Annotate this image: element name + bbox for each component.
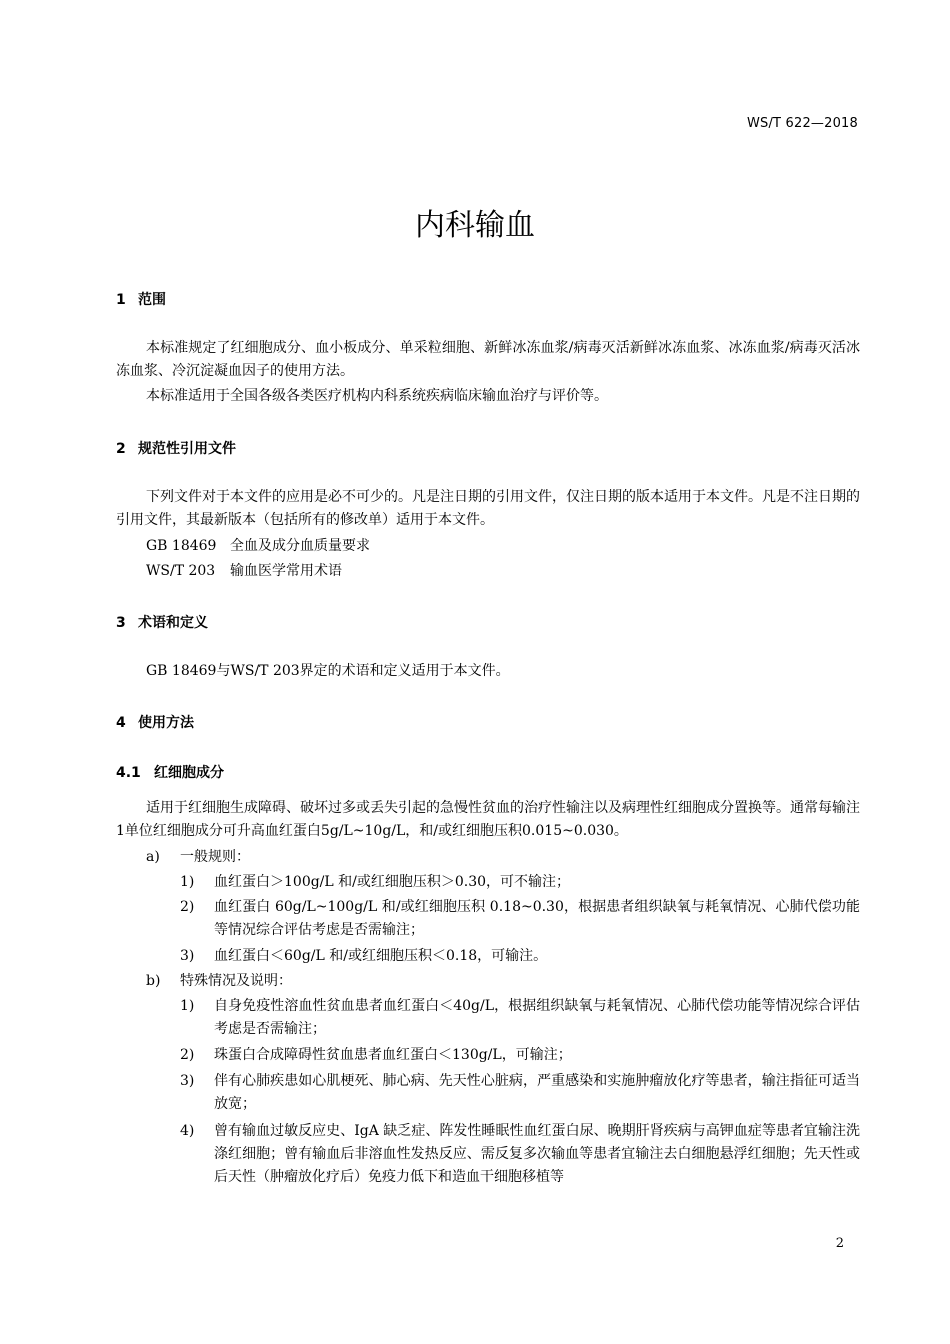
sub-list-item — [180, 1044, 860, 1067]
list-item-a — [146, 846, 250, 869]
section-4-heading — [116, 712, 194, 732]
section-number: 1 — [116, 292, 126, 308]
document-title: 内科输血 — [415, 208, 535, 243]
reference-item — [146, 560, 342, 583]
sub-list-item — [180, 896, 860, 942]
sub-list-item — [180, 1120, 860, 1189]
sub-list-text: 自身免疫性溶血性贫血患者血红蛋白＜40g/L，根据组织缺氧与耗氧情况、心肺代偿功能等情况综合评估考虑是否需输注； — [214, 998, 860, 1037]
section-number: 3 — [116, 615, 126, 631]
sub-list-mark: 3) — [180, 948, 195, 964]
sub-list-text: 珠蛋白合成障碍性贫血患者血红蛋白＜130g/L，可输注； — [214, 1047, 572, 1063]
sub-list-item — [180, 1070, 860, 1116]
section-3-heading — [116, 612, 208, 632]
sub-list-mark: 1) — [180, 874, 195, 890]
section-1-heading — [116, 289, 166, 309]
subsection-number: 4.1 — [116, 765, 141, 781]
sub-list-text: 曾有输血过敏反应史、IgA 缺乏症、阵发性睡眠性血红蛋白尿、晚期肝肾疾病与高钾血症等患者宜输注洗涤红细胞；曾有输血后非溶血性发热反应、需反复多次输血等患者宜输注去白细胞悬浮红细胞；先天性或后天性（肿瘤放化疗后）免疫力低下和造血干细胞移植等 — [214, 1123, 860, 1185]
sub-list-mark: 2) — [180, 1047, 195, 1063]
list-label: 一般规则： — [180, 849, 250, 865]
section-title: 范围 — [138, 292, 166, 308]
section-2-paragraph-1: 下列文件对于本文件的应用是必不可少的。凡是注日期的引用文件，仅注日期的版本适用于本文件。凡是不注日期的引用文件，其最新版本（包括所有的修改单）适用于本文件。 — [116, 489, 860, 528]
sub-list-item — [180, 995, 860, 1041]
reference-item — [146, 535, 370, 558]
section-title: 规范性引用文件 — [138, 441, 236, 457]
sub-list-text: 伴有心肺疾患如心肌梗死、肺心病、先天性心脏病，严重感染和实施肿瘤放化疗等患者，输注指征可适当放宽； — [214, 1073, 860, 1112]
section-1-paragraph-2: 本标准适用于全国各级各类医疗机构内科系统疾病临床输血治疗与评价等。 — [146, 388, 608, 404]
sub-list-mark: 2) — [180, 899, 195, 915]
list-label: 特殊情况及说明： — [180, 973, 292, 989]
sub-list-item — [180, 871, 860, 894]
section-3-paragraph-1: GB 18469与WS/T 203界定的术语和定义适用于本文件。 — [146, 663, 510, 679]
section-number: 2 — [116, 441, 126, 457]
section-2-heading — [116, 438, 236, 458]
sub-list-text: 血红蛋白＜60g/L 和/或红细胞压积＜0.18，可输注。 — [214, 948, 548, 964]
reference-name: 输血医学常用术语 — [230, 563, 342, 579]
section-1-paragraph-1: 本标准规定了红细胞成分、血小板成分、单采粒细胞、新鲜冰冻血浆/病毒灭活新鲜冰冻血浆、冰冻血浆/病毒灭活冰冻血浆、冷沉淀凝血因子的使用方法。 — [116, 340, 860, 379]
sub-list-text: 血红蛋白＞100g/L 和/或红细胞压积＞0.30，可不输注； — [214, 874, 571, 890]
sub-list-mark: 3) — [180, 1073, 195, 1089]
sub-list-item — [180, 945, 860, 968]
list-mark: b) — [146, 973, 161, 989]
subsection-title: 红细胞成分 — [154, 765, 224, 781]
list-mark: a) — [146, 849, 160, 865]
page-number: 2 — [835, 1236, 844, 1251]
reference-name: 全血及成分血质量要求 — [230, 538, 370, 554]
reference-code: GB 18469 — [146, 538, 217, 554]
sub-list-mark: 1) — [180, 998, 195, 1014]
section-4-1-heading — [116, 762, 224, 782]
section-number: 4 — [116, 715, 126, 731]
reference-code: WS/T 203 — [146, 563, 216, 579]
sub-list-text: 血红蛋白 60g/L~100g/L 和/或红细胞压积 0.18~0.30，根据患者组织缺氧与耗氧情况、心肺代偿功能等情况综合评估考虑是否需输注； — [214, 899, 860, 938]
standard-code: WS/T 622—2018 — [746, 116, 858, 131]
section-title: 术语和定义 — [138, 615, 208, 631]
section-4-1-paragraph-1: 适用于红细胞生成障碍、破坏过多或丢失引起的急慢性贫血的治疗性输注以及病理性红细胞成分置换等。通常每输注1单位红细胞成分可升高血红蛋白5g/L~10g/L，和/或红细胞压积0.015~0.030。 — [116, 800, 860, 839]
sub-list-mark: 4) — [180, 1123, 195, 1139]
section-title: 使用方法 — [138, 715, 194, 731]
list-item-b — [146, 970, 292, 993]
